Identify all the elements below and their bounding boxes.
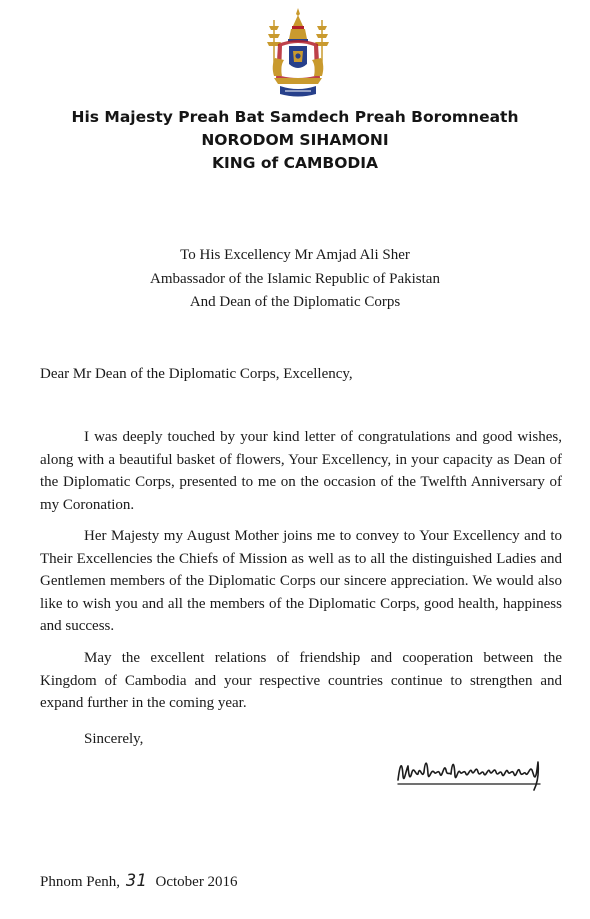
addressee-name: To His Excellency Mr Amjad Ali Sher (180, 247, 410, 263)
sender-role: KING of CAMBODIA (211, 154, 379, 172)
addressee-block (0, 244, 590, 315)
place: Phnom Penh, (40, 874, 121, 890)
body-paragraph-1: I was deeply touched by your kind letter of congratulations and good wishes, along with a beautiful basket of flowers, Your Excellency, in your capacity as Dean of the Diplomatic Corps, presented to me on the occasion of the Twelfth Anniversary of my Coronation. (40, 429, 562, 513)
sender-name: NORODOM SIHAMONI (201, 131, 389, 149)
royal-arms-of-cambodia-icon (262, 6, 334, 102)
addressee-position: Ambassador of the Islamic Republic of Pakistan (150, 270, 440, 287)
addressee-role: And Dean of the Diplomatic Corps (189, 294, 401, 310)
closing: Sincerely, (84, 731, 144, 747)
handwritten-signature-icon (394, 750, 544, 796)
date-day: 31 (126, 871, 147, 891)
body-paragraph-2: Her Majesty my August Mother joins me to convey to Your Excellency and to Their Excellencies the Chiefs of Mission as well as to all the distinguished Ladies and Gentlemen members of the Diplomatic Corps our sincere appreciation. We would also like to wish you and all the members of the Diplomatic Corps, good health, happiness and success. (40, 528, 562, 634)
sender-heading (0, 106, 590, 175)
salutation: Dear Mr Dean of the Diplomatic Corps, Excellency, (40, 366, 353, 382)
place-and-date (40, 870, 238, 893)
sender-title: His Majesty Preah Bat Samdech Preah Boromneath (71, 108, 519, 126)
date-month-year: October 2016 (155, 874, 238, 890)
body-paragraph-3: May the excellent relations of friendship and cooperation between the Kingdom of Cambodia and your respective countries continue to strengthen and expand further in the coming year. (40, 650, 562, 711)
